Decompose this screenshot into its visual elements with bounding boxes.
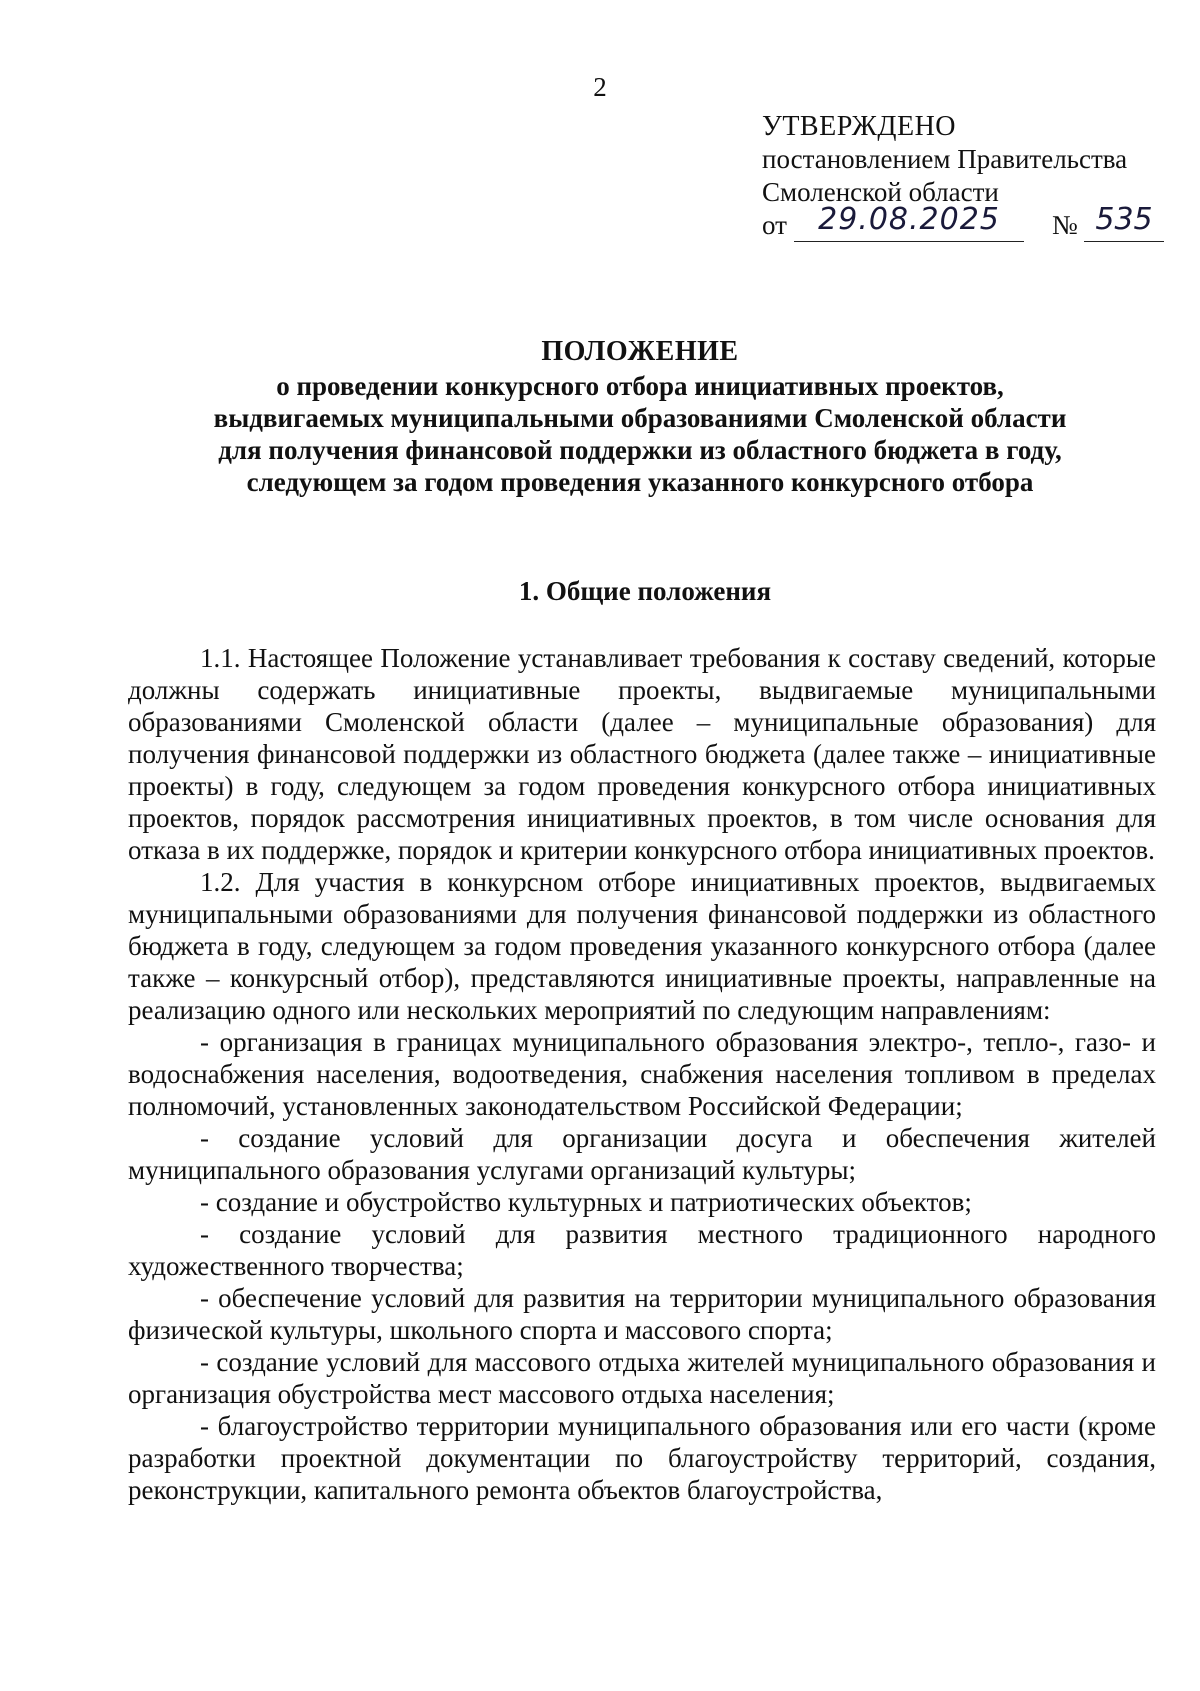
date-prefix: от — [762, 210, 787, 240]
document-subtitle: о проведении конкурсного отбора инициативных проектов, выдвигаемых муниципальными образованиями Смоленской области для получения финансовой поддержки из областного бюджета в году, следующем за годом проведения указанного конкурсного отбора — [213, 371, 1067, 497]
list-item: - благоустройство территории муниципального образования или его части (кроме разработки проектной документации по благоустройству территорий, создания, реконструкции, капитального ремонта объектов благоустройства, — [128, 1411, 1156, 1505]
approval-heading: УТВЕРЖДЕНО — [762, 111, 957, 142]
document-title-block — [200, 336, 1080, 498]
document-body — [128, 642, 1156, 1506]
list-item: - организация в границах муниципального образования электро-, тепло-, газо- и водоснабжения населения, водоотведения, снабжения населения топливом в пределах полномочий, установленных законодательством Российской Федерации; — [128, 1027, 1156, 1121]
list-item: - создание и обустройство культурных и патриотических объектов; — [200, 1187, 972, 1217]
handwritten-number: 535 — [1084, 203, 1164, 242]
approval-stamp-block — [762, 110, 1182, 249]
page-number: 2 — [593, 72, 607, 102]
approval-line-1: постановлением Правительства — [762, 144, 1128, 174]
document-title: ПОЛОЖЕНИЕ — [541, 336, 739, 367]
list-item: - создание условий для организации досуга и обеспечения жителей муниципального образования услугами организаций культуры; — [128, 1123, 1156, 1185]
handwritten-date: 29.08.2025 — [794, 203, 1024, 242]
list-item: - создание условий для массового отдыха жителей муниципального образования и организация обустройства мест массового отдыха населения; — [128, 1347, 1156, 1409]
paragraph: 1.2. Для участия в конкурсном отборе инициативных проектов, выдвигаемых муниципальными образованиями для получения финансовой поддержки из областного бюджета в году, следующем за годом проведения указанного конкурсного отбора (далее также – конкурсный отбор), представляются инициативные проекты, направленные на реализацию одного или нескольких мероприятий по следующим направлениям: — [128, 867, 1156, 1025]
number-label: № — [1052, 210, 1078, 240]
paragraph: 1.1. Настоящее Положение устанавливает требования к составу сведений, которые должны содержать инициативные проекты, выдвигаемые муниципальными образованиями Смоленской области (далее – муниципальные образования) для получения финансовой поддержки из областного бюджета (далее также – инициативные проекты) в году, следующем за годом проведения конкурсного отбора инициативных проектов, порядок рассмотрения инициативных проектов, в том числе основания для отказа в их поддержке, порядок и критерии конкурсного отбора инициативных проектов. — [128, 643, 1156, 865]
list-item: - создание условий для развития местного традиционного народного художественного творчества; — [128, 1219, 1156, 1281]
section-title: 1. Общие положения — [518, 576, 772, 606]
approval-line-2: Смоленской области — [762, 177, 999, 207]
approval-date-number-line — [762, 202, 1182, 249]
list-item: - обеспечение условий для развития на территории муниципального образования физической культуры, школьного спорта и массового спорта; — [128, 1283, 1156, 1345]
